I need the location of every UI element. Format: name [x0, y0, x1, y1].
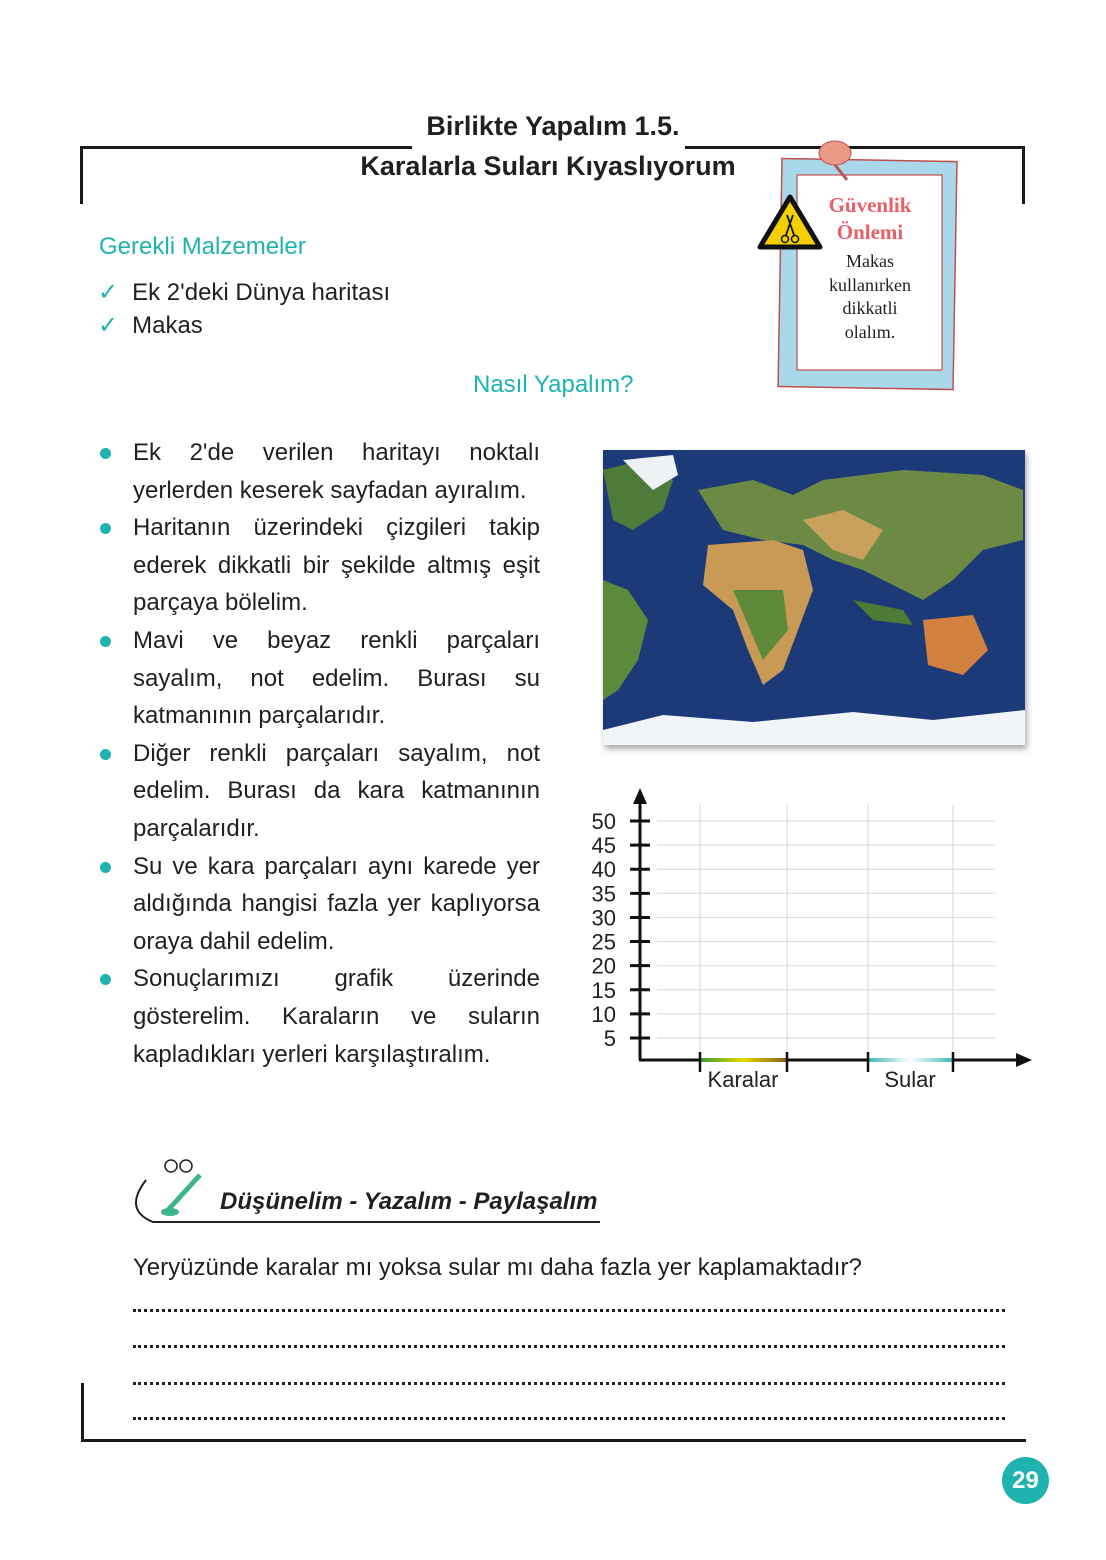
bullet-icon	[100, 636, 111, 647]
materials-heading: Gerekli Malzemeler	[99, 233, 306, 260]
y-axis-arrow	[633, 788, 647, 804]
frame-line	[80, 146, 412, 149]
y-tick-label: 15	[591, 977, 616, 1003]
y-tick-label: 45	[591, 833, 616, 859]
list-item: Mavi ve beyaz renkli parçaları sayalım, not edelim. Burası su katmanının parçalarıdır.	[98, 622, 540, 735]
bullet-icon	[100, 523, 111, 534]
x-category-label: Karalar	[707, 1067, 779, 1092]
y-tick-label: 25	[591, 929, 616, 955]
y-tick-label: 5	[603, 1026, 616, 1051]
material-item: ✓ Makas	[98, 312, 203, 339]
frame-line	[81, 1383, 84, 1442]
list-item: Haritanın üzerindeki çizgileri takip ederek dikkatli bir şekilde altmış eşit parçaya bölelim.	[98, 509, 540, 622]
bullet-icon	[100, 862, 111, 873]
bullet-icon	[100, 974, 111, 985]
reflection-question: Yeryüzünde karalar mı yoksa sular mı daha fazla yer kaplamaktadır?	[133, 1254, 862, 1281]
y-tick-label: 40	[591, 857, 616, 883]
answer-line[interactable]	[133, 1345, 1005, 1348]
world-map-image	[603, 450, 1025, 745]
pencil-eyes-icon	[161, 1160, 200, 1216]
y-tick-label: 50	[591, 809, 616, 834]
list-item: Su ve kara parçaları aynı karede yer aldığında hangisi fazla yer kaplıyorsa oraya dahil edelim.	[98, 848, 540, 961]
check-icon: ✓	[98, 279, 119, 306]
bullet-icon	[100, 448, 111, 459]
category-bar-sular	[868, 1058, 953, 1062]
x-axis-arrow	[1016, 1053, 1032, 1067]
frame-line	[81, 1439, 1026, 1442]
steps-list	[98, 434, 540, 1073]
bullet-icon	[100, 749, 111, 760]
y-tick-label: 30	[591, 905, 616, 931]
list-item: Sonuçlarımızı grafik üzerinde gösterelim. Karaların ve suların kapladıkları yerleri karşılaştıralım.	[98, 960, 540, 1073]
reflection-heading: Düşünelim - Yazalım - Paylaşalım	[220, 1188, 598, 1215]
material-item: ✓ Ek 2'deki Dünya haritası	[98, 279, 391, 306]
x-category-label: Sular	[884, 1067, 936, 1092]
y-tick-label: 35	[591, 881, 616, 907]
safety-note: Güvenlik Önlemi Makas kullanırken dikkatli olalım.	[828, 193, 912, 342]
answer-line[interactable]	[133, 1382, 1005, 1385]
list-item: Ek 2'de verilen haritayı noktalı yerlerden keserek sayfadan ayıralım.	[98, 434, 540, 509]
answer-line[interactable]	[133, 1309, 1005, 1312]
y-tick-label: 10	[591, 1001, 616, 1027]
list-item: Diğer renkli parçaları sayalım, not edelim. Burası da kara katmanının parçalarıdır.	[98, 735, 540, 848]
bar-chart	[580, 780, 1040, 1100]
category-bar-karalar	[700, 1058, 787, 1062]
page-number: 29	[1002, 1457, 1049, 1504]
activity-number: Birlikte Yapalım 1.5.	[426, 111, 680, 141]
check-icon: ✓	[98, 312, 119, 339]
y-tick-label: 20	[591, 953, 616, 979]
how-heading: Nasıl Yapalım?	[473, 371, 634, 398]
page-title: Karalarla Suları Kıyaslıyorum	[360, 151, 736, 181]
answer-line[interactable]	[133, 1417, 1005, 1420]
